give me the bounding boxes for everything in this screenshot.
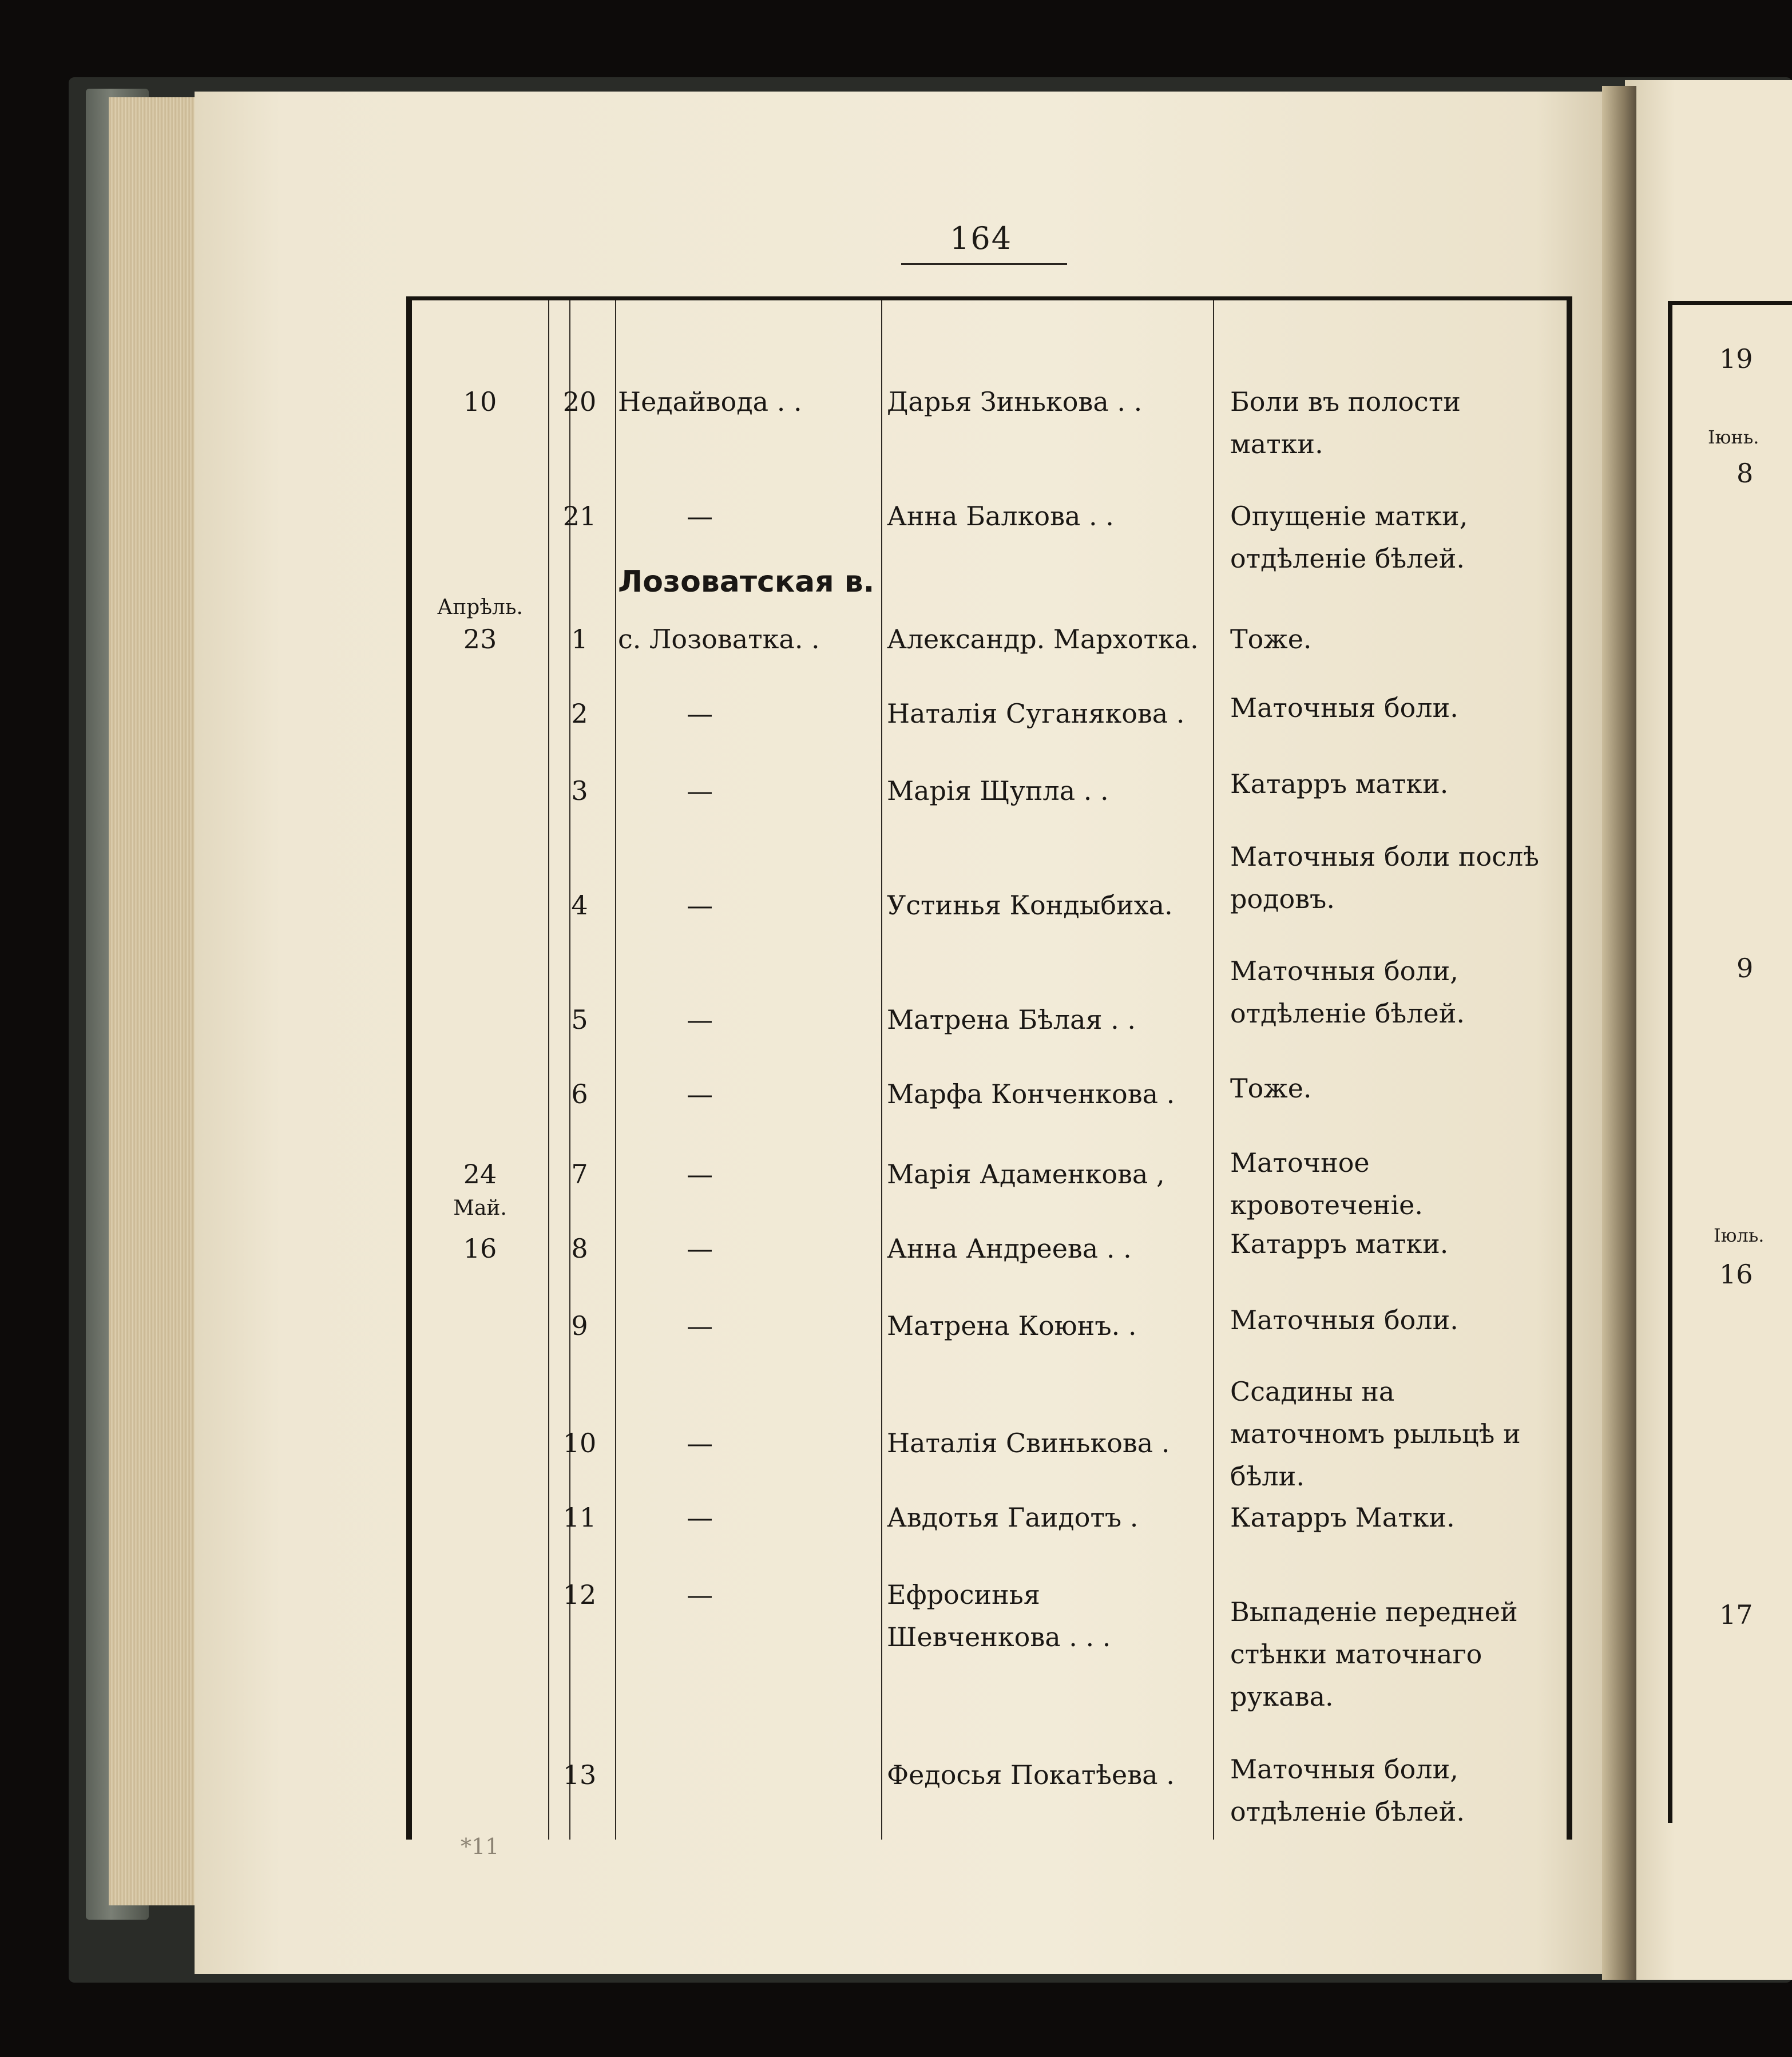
- next-page-month: Іюль.: [1714, 1224, 1765, 1246]
- place-cell: —: [687, 1428, 713, 1458]
- place-cell: —: [687, 890, 713, 921]
- diagnosis-cell: Маточныя боли послѣ родовъ.: [1230, 841, 1539, 914]
- district-heading: Лозоватская в.: [618, 565, 875, 599]
- place-cell: —: [687, 1004, 713, 1035]
- number-cell: 2: [571, 698, 588, 729]
- number-cell: 10: [562, 1428, 597, 1458]
- name-cell: Авдотья Гаидотъ .: [887, 1502, 1139, 1533]
- footer-signature-mark: *11: [461, 1834, 499, 1859]
- name-cell: Матрена Коюнъ. .: [887, 1310, 1137, 1341]
- right-page: [1625, 80, 1792, 1980]
- number-cell: 4: [571, 890, 588, 921]
- number-cell: 12: [562, 1579, 597, 1610]
- place-cell: —: [687, 1579, 713, 1610]
- number-cell: 6: [571, 1079, 588, 1109]
- diagnosis-cell: Маточныя боли.: [1230, 692, 1458, 723]
- name-cell: Анна Андреева . .: [887, 1233, 1132, 1264]
- date-cell: 23: [463, 624, 497, 655]
- diagnosis-cell: Маточное кровотеченіе.: [1230, 1147, 1424, 1220]
- diagnosis-cell: Катарръ матки.: [1230, 1228, 1449, 1259]
- next-page-date: 8: [1737, 458, 1754, 489]
- page-number: 164: [950, 220, 1013, 256]
- number-cell: 8: [571, 1233, 588, 1264]
- next-page-table-border: [1668, 301, 1672, 1823]
- name-cell: Марія Щупла . .: [887, 775, 1109, 806]
- next-page-table-top: [1668, 301, 1792, 305]
- next-page-date: 9: [1737, 953, 1754, 984]
- date-cell: 24: [463, 1159, 497, 1190]
- diagnosis-cell: Тоже.: [1230, 1073, 1312, 1104]
- place-cell: —: [687, 1159, 713, 1190]
- next-page-date: 17: [1719, 1599, 1753, 1630]
- number-cell: 5: [571, 1004, 588, 1035]
- diagnosis-cell: Тоже.: [1230, 624, 1312, 655]
- page-number-rule: [901, 263, 1067, 265]
- diagnosis-cell: Ссадины на маточномъ рыльцѣ и бѣли.: [1230, 1376, 1521, 1492]
- next-page-date: 16: [1719, 1259, 1753, 1290]
- name-cell: Устинья Кондыбиха.: [887, 890, 1173, 921]
- date-cell: 10: [463, 386, 497, 417]
- name-cell: Марфа Конченкова .: [887, 1079, 1175, 1109]
- diagnosis-cell: Катарръ Матки.: [1230, 1502, 1455, 1533]
- number-cell: 11: [562, 1502, 597, 1533]
- book-gutter: [1602, 86, 1636, 1980]
- name-cell: Александр. Мархотка.: [887, 624, 1199, 655]
- number-cell: 13: [562, 1759, 597, 1790]
- diagnosis-cell: Катарръ матки.: [1230, 768, 1449, 799]
- number-cell: 1: [571, 624, 588, 655]
- name-cell: Матрена Бѣлая . .: [887, 1004, 1136, 1035]
- place-cell: —: [687, 1079, 713, 1109]
- month-label: Апрѣль.: [437, 596, 523, 619]
- name-cell: Наталія Суганякова .: [887, 698, 1185, 729]
- next-page-date: 19: [1719, 343, 1753, 374]
- number-cell: 3: [571, 775, 588, 806]
- column-divider: [615, 300, 616, 1840]
- place-cell: —: [687, 1502, 713, 1533]
- month-label: Май.: [453, 1196, 507, 1220]
- name-cell: Наталія Свинькова .: [887, 1428, 1170, 1458]
- diagnosis-cell: Маточныя боли, отдѣленіе бѣлей.: [1230, 956, 1465, 1029]
- place-cell: —: [687, 1310, 713, 1341]
- number-cell: 7: [571, 1159, 588, 1190]
- place-cell: с. Лозоватка. .: [618, 624, 820, 655]
- place-cell: —: [687, 775, 713, 806]
- place-cell: —: [687, 1233, 713, 1264]
- number-cell: 9: [571, 1310, 588, 1341]
- name-cell: Марія Адаменкова ,: [887, 1159, 1165, 1190]
- name-cell: Ефросинья Шевченкова . . .: [887, 1579, 1111, 1652]
- name-cell: Федосья Покатѣева .: [887, 1759, 1175, 1790]
- next-page-month: Іюнь.: [1708, 426, 1759, 448]
- place-cell: —: [687, 501, 713, 532]
- place-cell: —: [687, 698, 713, 729]
- name-cell: Дарья Зинькова . .: [887, 386, 1143, 417]
- diagnosis-cell: Выпаденіе передней стѣнки маточнаго рукава.: [1230, 1596, 1518, 1712]
- date-cell: 16: [463, 1233, 497, 1264]
- register-table: [406, 296, 1572, 1840]
- diagnosis-cell: Опущеніе матки, отдѣленіе бѣлей.: [1230, 501, 1468, 574]
- name-cell: Анна Балкова . .: [887, 501, 1114, 532]
- diagnosis-cell: Боли въ полости матки.: [1230, 386, 1461, 459]
- number-cell: 21: [562, 501, 597, 532]
- page-edges: [109, 97, 200, 1905]
- diagnosis-cell: Маточныя боли, отдѣленіе бѣлей.: [1230, 1754, 1465, 1827]
- place-cell: Недайвода . .: [618, 386, 802, 417]
- diagnosis-cell: Маточныя боли.: [1230, 1305, 1458, 1335]
- number-cell: 20: [562, 386, 597, 417]
